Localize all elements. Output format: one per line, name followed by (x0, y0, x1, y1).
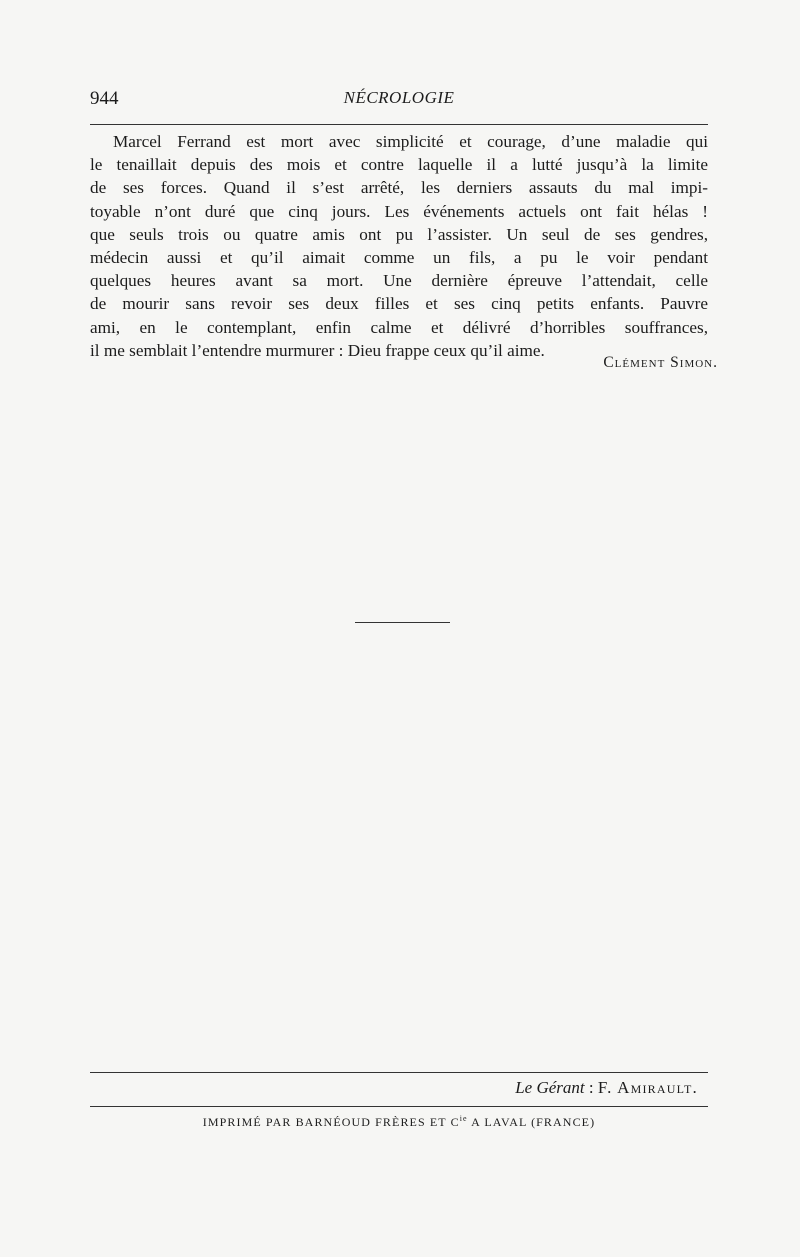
gerant-name: F. Amirault. (597, 1078, 698, 1097)
page-number: 944 (90, 88, 119, 109)
gerant-separator: : (584, 1078, 598, 1097)
author-signature: Clément Simon. (603, 354, 718, 371)
gerant-line (90, 1078, 698, 1098)
paragraph-line: le tenaillait depuis des mois et contre laquelle il a lutté jusqu’à la limite (90, 155, 708, 175)
paragraph-line: toyable n’ont duré que cinq jours. Les événements actuels ont fait hélas ! (90, 201, 708, 221)
obituary-paragraph (90, 130, 708, 362)
header-rule (90, 124, 708, 125)
paragraph-line: de ses forces. Quand il s’est arrêté, les derniers assauts du mal impi- (90, 178, 708, 198)
paragraph-line: ami, en le contemplant, enfin calme et délivré d’horribles souffrances, (90, 317, 708, 337)
paragraph-line: Marcel Ferrand est mort avec simplicité et courage, d’une maladie qui (113, 132, 708, 151)
footer-rule-top (90, 1072, 708, 1073)
printer-superscript: ie (459, 1114, 468, 1123)
printer-suffix: A LAVAL (FRANCE) (467, 1115, 596, 1129)
printer-imprint (90, 1114, 708, 1130)
running-title: NÉCROLOGIE (343, 88, 455, 107)
paragraph-line: médecin aussi et qu’il aimait comme un fils, a pu le voir pendant (90, 248, 708, 268)
paragraph-line: il me semblait l’entendre murmurer : Dieu frappe ceux qu’il aime. (90, 340, 545, 360)
section-divider (355, 622, 450, 623)
paragraph-line: que seuls trois ou quatre amis ont pu l’assister. Un seul de ses gendres, (90, 224, 708, 244)
page-header (90, 88, 708, 114)
printer-prefix: IMPRIMÉ PAR BARNÉOUD FRÈRES ET C (202, 1115, 460, 1129)
paragraph-line: de mourir sans revoir ses deux filles et ses cinq petits enfants. Pauvre (90, 294, 708, 314)
footer-rule-bottom (90, 1106, 708, 1107)
paragraph-line: quelques heures avant sa mort. Une dernière épreuve l’attendait, celle (90, 271, 708, 291)
gerant-label: Le Gérant (515, 1078, 585, 1097)
